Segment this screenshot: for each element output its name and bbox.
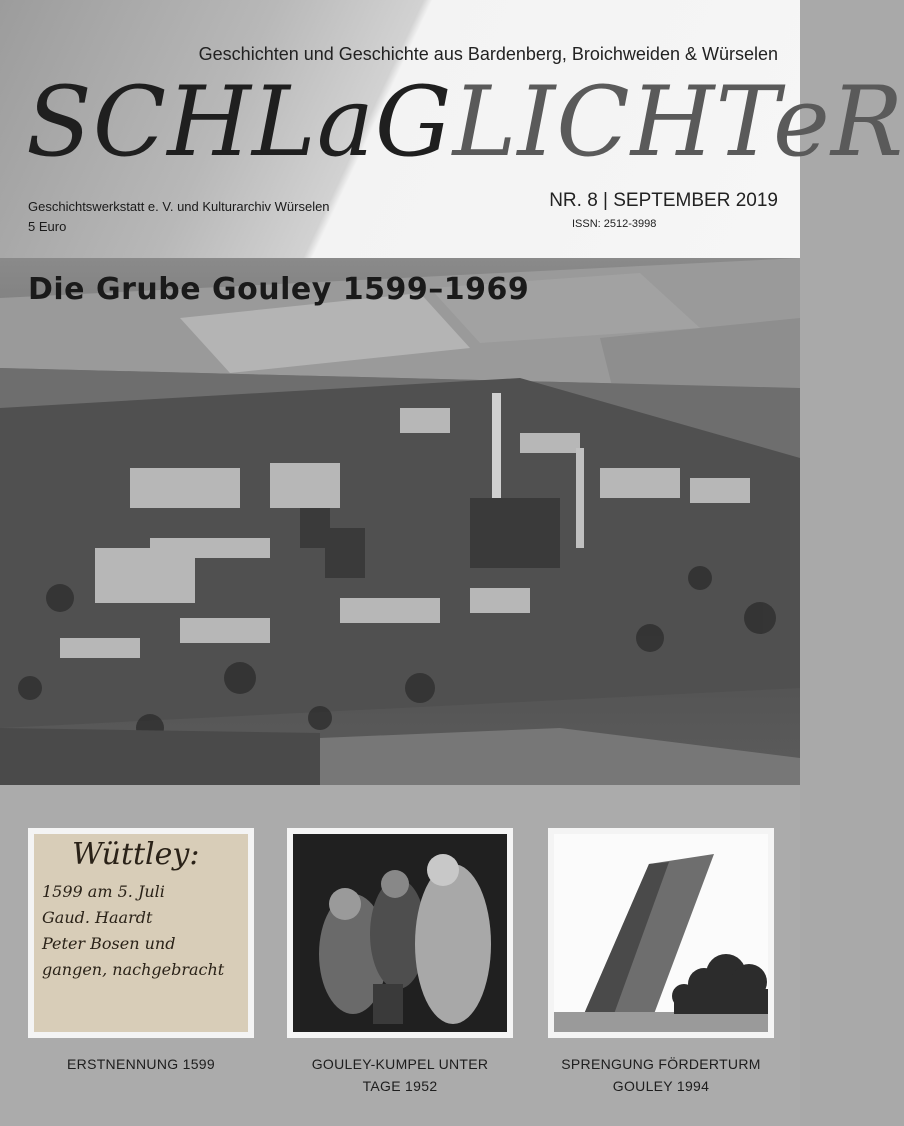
cover-header — [0, 0, 904, 258]
tower-photo-image — [554, 834, 768, 1032]
thumbnail-document — [28, 828, 254, 1038]
caption-tower — [541, 1053, 781, 1097]
aerial-photo-image — [0, 258, 800, 785]
masthead-logo — [26, 66, 904, 178]
aerial-photo — [0, 258, 800, 785]
publisher-name: Geschichtswerkstatt e. V. und Kulturarchiv Würselen — [28, 199, 330, 214]
price: 5 Euro — [28, 219, 67, 234]
caption-miners-line-2: TAGE 1952 — [362, 1078, 438, 1094]
issn: ISSN: 2512-3998 — [572, 218, 657, 230]
caption-tower-line-2: GOULEY 1994 — [612, 1078, 710, 1094]
publisher-info — [28, 197, 330, 237]
handwriting-line-1: Wüttley: — [72, 837, 200, 872]
document-image — [34, 834, 248, 1032]
handwriting-line-2: 1599 am 5. Juli — [42, 882, 165, 901]
tower-photo — [554, 834, 768, 1032]
caption-miners-line-1: GOULEY-KUMPEL UNTER — [311, 1056, 489, 1072]
handwriting-line-4: Peter Bosen und — [42, 934, 176, 953]
caption-document-line-1: ERSTNENNUNG 1599 — [67, 1056, 215, 1072]
thumbnail-miners — [287, 828, 513, 1038]
handwriting-line-5: gangen, nachgebracht — [42, 960, 225, 979]
miners-photo-image — [293, 834, 507, 1032]
caption-miners — [280, 1053, 520, 1097]
masthead-part-b: LICHTeR — [452, 66, 904, 178]
miners-photo — [293, 834, 507, 1032]
caption-document — [21, 1053, 261, 1075]
tagline: Geschichten und Geschichte aus Bardenberg, Broichweiden & Würselen — [198, 44, 778, 64]
masthead-part-a: SCHLaG — [26, 66, 453, 178]
caption-tower-line-1: SPRENGUNG FÖRDERTURM — [561, 1056, 761, 1072]
handwriting-line-3: Gaud. Haardt — [42, 908, 153, 927]
issue-number: NR. 8 | SEPTEMBER 2019 — [549, 190, 778, 211]
thumbnail-tower — [548, 828, 774, 1038]
feature-title: Die Grube Gouley 1599–1969 — [28, 272, 530, 307]
